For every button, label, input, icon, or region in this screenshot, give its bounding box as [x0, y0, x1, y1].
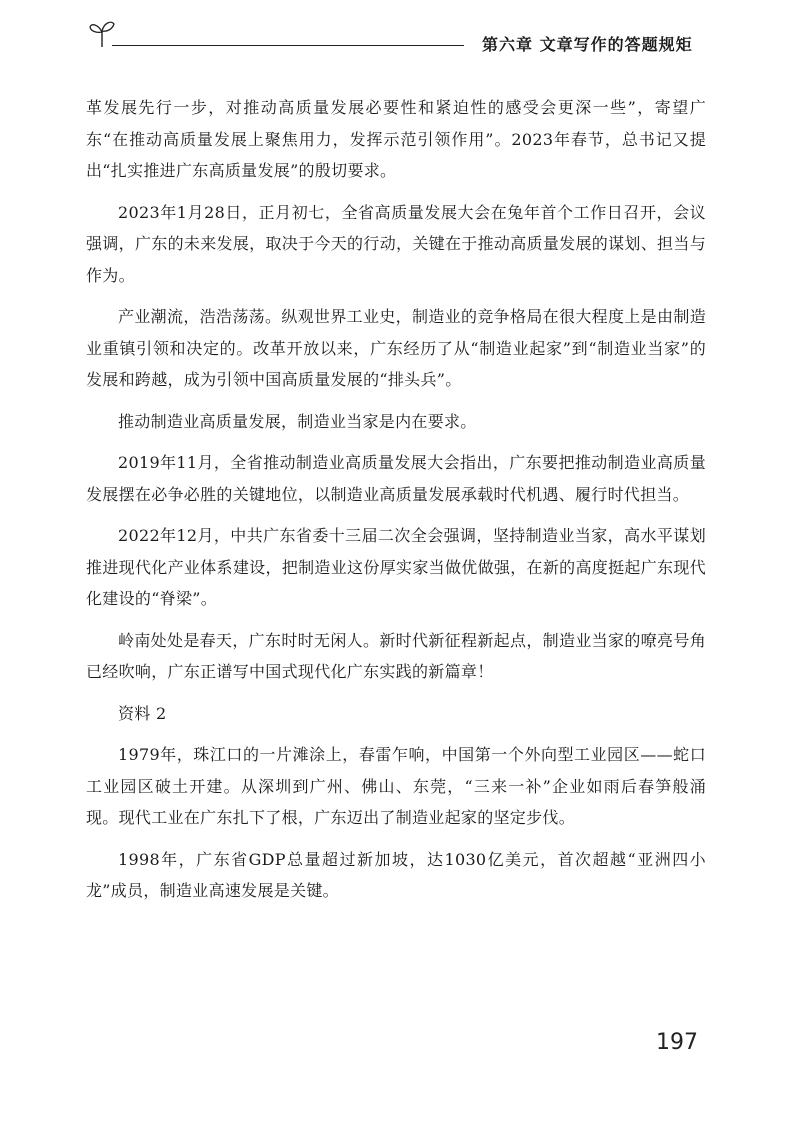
paragraph: 2022年12月，中共广东省委十三届二次全会强调，坚持制造业当家，高水平谋划推进现代化产业体系建设，把制造业这份厚实家当做优做强，在新的高度挺起广东现代化建设的“脊梁”。 — [86, 526, 706, 608]
page-header — [0, 0, 800, 70]
sprout-icon — [88, 18, 116, 48]
chapter-title: 第六章 文章写作的答题规矩 — [482, 35, 693, 54]
header-rule — [112, 45, 464, 46]
section-label: 资料 2 — [118, 703, 167, 723]
paragraph: 革发展先行一步，对推动高质量发展必要性和紧迫性的感受会更深一些”，寄望广东“在推动高质量发展上聚焦用力，发挥示范引领作用”。2023年春节，总书记又提出“扎实推进广东高质量发展”的殷切要求。 — [86, 98, 706, 180]
paragraph: 1979年，珠江口的一片滩涂上，春雷乍响，中国第一个外向型工业园区——蛇口工业园区破土开建。从深圳到广州、佛山、东莞，“三来一补”企业如雨后春笋般涌现。现代工业在广东扎下了根，广东迈出了制造业起家的坚定步伐。 — [86, 745, 706, 827]
paragraph: 1998年，广东省GDP总量超过新加坡，达1030亿美元，首次超越“亚洲四小龙”成员，制造业高速发展是关键。 — [86, 849, 706, 900]
paragraph: 岭南处处是春天，广东时时无闲人。新时代新征程新起点，制造业当家的嘹亮号角已经吹响，广东正谱写中国式现代化广东实践的新篇章！ — [86, 630, 706, 681]
page-number: 197 — [656, 1030, 698, 1055]
paragraph: 推动制造业高质量发展，制造业当家是内在要求。 — [118, 411, 477, 431]
paragraph: 2019年11月，全省推动制造业高质量发展大会指出，广东要把推动制造业高质量发展摆在必争必胜的关键地位，以制造业高质量发展承载时代机遇、履行时代担当。 — [86, 453, 706, 504]
paragraph: 产业潮流，浩浩荡荡。纵观世界工业史，制造业的竞争格局在很大程度上是由制造业重镇引领和决定的。改革开放以来，广东经历了从“制造业起家”到“制造业当家”的发展和跨越，成为引领中国高质量发展的“排头兵”。 — [86, 307, 706, 389]
paragraph: 2023年1月28日，正月初七，全省高质量发展大会在兔年首个工作日召开，会议强调，广东的未来发展，取决于今天的行动，关键在于推动高质量发展的谋划、担当与作为。 — [86, 202, 706, 285]
body-text — [86, 92, 706, 917]
